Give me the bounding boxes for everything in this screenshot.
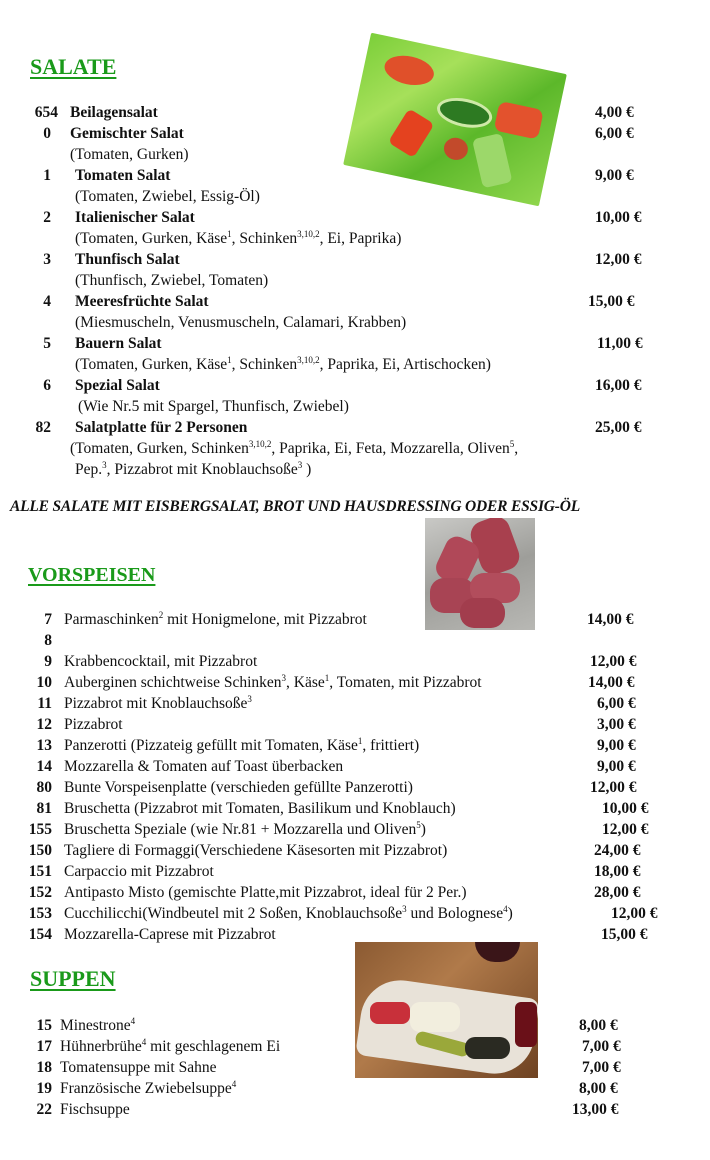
menu-item	[0, 249, 710, 270]
menu-item	[0, 102, 710, 123]
menu-item	[0, 735, 710, 756]
item-price: 28,00 €	[594, 884, 641, 901]
menu-item	[0, 1057, 710, 1078]
menu-item	[0, 756, 710, 777]
item-price: 3,00 €	[597, 716, 636, 733]
item-name: Antipasto Misto (gemischte Platte,mit Pizzabrot, ideal für 2 Per.)	[64, 884, 467, 901]
item-price: 16,00 €	[595, 377, 642, 394]
menu-item	[0, 714, 710, 735]
item-price: 7,00 €	[582, 1038, 621, 1055]
item-name: Cucchilicchi(Windbeutel mit 2 Soßen, Knoblauchsoße$^3$ und Bolognese$^4$)	[64, 904, 513, 922]
menu-item	[0, 207, 710, 228]
item-name: Bruschetta Speziale (wie Nr.81 + Mozzarella und Oliven$^5$)	[64, 820, 426, 838]
item-name: Gemischter Salat	[70, 125, 184, 142]
item-name: Carpaccio mit Pizzabrot	[64, 863, 214, 880]
menu-item	[0, 840, 710, 861]
item-name: Bruschetta (Pizzabrot mit Tomaten, Basilikum und Knoblauch)	[64, 800, 456, 817]
item-number: 8	[44, 632, 52, 649]
menu-item	[0, 693, 710, 714]
item-name: Panzerotti (Pizzateig gefüllt mit Tomaten, Käse$^1$, frittiert)	[64, 736, 420, 754]
item-number: 152	[28, 884, 52, 901]
section-title-salate: SALATE	[30, 54, 117, 79]
menu-item	[0, 777, 710, 798]
menu-item	[0, 417, 710, 438]
item-price: 10,00 €	[595, 209, 642, 226]
item-number: 9	[44, 653, 52, 670]
item-name: Tomatensuppe mit Sahne	[60, 1059, 217, 1076]
item-number: 81	[36, 800, 52, 817]
item-number: 18	[36, 1059, 52, 1076]
menu-item	[0, 333, 710, 354]
item-number: 80	[36, 779, 52, 796]
item-number: 3	[43, 251, 51, 268]
item-number: 13	[36, 737, 52, 754]
salate-note: ALLE SALATE MIT EISBERGSALAT, BROT UND HAUSDRESSING ODER ESSIG-ÖL	[10, 498, 580, 515]
item-price: 12,00 €	[590, 653, 637, 670]
item-name: Pizzabrot mit Knoblauchsoße$^3$	[64, 694, 252, 712]
item-description-cont: Pep.$^3$, Pizzabrot mit Knoblauchsoße$^3$ )	[75, 460, 312, 478]
item-name: Auberginen schichtweise Schinken$^3$, Käse$^1$, Tomaten, mit Pizzabrot	[64, 673, 482, 691]
item-description: (Miesmuscheln, Venusmuscheln, Calamari, Krabben)	[75, 314, 407, 331]
item-description: (Tomaten, Gurken)	[70, 146, 189, 163]
item-number: 11	[37, 695, 52, 712]
item-number: 2	[43, 209, 51, 226]
menu-item	[0, 882, 710, 903]
item-price: 9,00 €	[595, 167, 634, 184]
item-number: 14	[36, 758, 52, 775]
item-price: 6,00 €	[597, 695, 636, 712]
section-title-vorspeisen: VORSPEISEN	[28, 564, 156, 586]
menu-item	[0, 375, 710, 396]
menu-item	[0, 798, 710, 819]
item-number: 82	[35, 419, 51, 436]
item-name: Mozzarella-Caprese mit Pizzabrot	[64, 926, 276, 943]
item-number: 6	[43, 377, 51, 394]
item-price: 14,00 €	[588, 674, 635, 691]
item-name: Mozzarella & Tomaten auf Toast überbacken	[64, 758, 344, 775]
item-description: (Tomaten, Gurken, Schinken$^{3,10,2}$, Paprika, Ei, Feta, Mozzarella, Oliven$^5$,	[70, 439, 519, 457]
item-number: 155	[28, 821, 52, 838]
item-name: Meeresfrüchte Salat	[75, 293, 209, 310]
item-name: Tomaten Salat	[75, 167, 171, 184]
item-price: 12,00 €	[611, 905, 658, 922]
item-number: 7	[44, 611, 52, 628]
menu-item	[0, 672, 710, 693]
item-number: 12	[36, 716, 52, 733]
item-description: (Thunfisch, Zwiebel, Tomaten)	[75, 272, 269, 289]
menu-item	[0, 819, 710, 840]
item-price: 15,00 €	[601, 926, 648, 943]
item-price: 12,00 €	[595, 251, 642, 268]
item-number: 0	[43, 125, 51, 142]
menu-item	[0, 165, 710, 186]
item-price: 12,00 €	[602, 821, 649, 838]
item-description: (Tomaten, Gurken, Käse$^1$, Schinken$^{3,10,2}$, Ei, Paprika)	[75, 229, 402, 247]
menu-item	[0, 1099, 710, 1120]
item-number: 10	[36, 674, 52, 691]
item-name: Fischsuppe	[60, 1101, 130, 1118]
menu-item	[0, 123, 710, 144]
item-name: Hühnerbrühe$^4$ mit geschlagenem Ei	[60, 1037, 281, 1055]
item-name: Krabbencocktail, mit Pizzabrot	[64, 653, 258, 670]
item-price: 9,00 €	[597, 737, 636, 754]
item-name: Tagliere di Formaggi(Verschiedene Käsesorten mit Pizzabrot)	[64, 842, 448, 859]
item-price: 9,00 €	[597, 758, 636, 775]
item-price: 15,00 €	[588, 293, 635, 310]
item-number: 5	[43, 335, 51, 352]
item-number: 17	[36, 1038, 52, 1055]
menu-item	[0, 861, 710, 882]
item-number: 4	[43, 293, 51, 310]
item-number: 151	[28, 863, 52, 880]
item-name: Italienischer Salat	[75, 209, 195, 226]
item-name: Beilagensalat	[70, 104, 158, 121]
item-number: 654	[34, 104, 58, 121]
item-description: (Wie Nr.5 mit Spargel, Thunfisch, Zwiebel)	[78, 398, 349, 415]
item-name: Pizzabrot	[64, 716, 123, 733]
menu-item	[0, 903, 710, 924]
item-number: 1	[43, 167, 51, 184]
menu-item	[0, 609, 710, 630]
item-number: 150	[28, 842, 52, 859]
item-number: 19	[36, 1080, 52, 1097]
item-name: Salatplatte für 2 Personen	[75, 419, 248, 436]
item-price: 18,00 €	[594, 863, 641, 880]
item-name: Französische Zwiebelsuppe$^4$	[60, 1079, 237, 1097]
item-number: 153	[28, 905, 52, 922]
item-number: 15	[36, 1017, 52, 1034]
menu-item	[0, 291, 710, 312]
item-description: (Tomaten, Zwiebel, Essig-Öl)	[75, 188, 260, 205]
item-price: 8,00 €	[579, 1017, 618, 1034]
item-name: Minestrone$^4$	[60, 1016, 136, 1034]
item-price: 24,00 €	[594, 842, 641, 859]
menu-item	[0, 1036, 710, 1057]
item-price: 14,00 €	[587, 611, 634, 628]
menu-item	[0, 651, 710, 672]
item-description: (Tomaten, Gurken, Käse$^1$, Schinken$^{3,10,2}$, Paprika, Ei, Artischocken)	[75, 355, 491, 373]
item-name: Parmaschinken$^2$ mit Honigmelone, mit Pizzabrot	[64, 610, 367, 628]
item-price: 4,00 €	[595, 104, 634, 121]
item-price: 6,00 €	[595, 125, 634, 142]
section-title-suppen: SUPPEN	[30, 966, 116, 991]
item-name: Bauern Salat	[75, 335, 162, 352]
menu-item	[0, 630, 710, 651]
item-number: 22	[36, 1101, 52, 1118]
item-price: 12,00 €	[590, 779, 637, 796]
item-price: 25,00 €	[595, 419, 642, 436]
item-price: 13,00 €	[572, 1101, 619, 1118]
item-name: Bunte Vorspeisenplatte (verschieden gefüllte Panzerotti)	[64, 779, 413, 796]
item-name: Thunfisch Salat	[75, 251, 180, 268]
menu-item	[0, 1015, 710, 1036]
item-price: 7,00 €	[582, 1059, 621, 1076]
item-price: 8,00 €	[579, 1080, 618, 1097]
item-price: 11,00 €	[597, 335, 643, 352]
item-name: Spezial Salat	[75, 377, 160, 394]
item-price: 10,00 €	[602, 800, 649, 817]
item-number: 154	[28, 926, 52, 943]
menu-item	[0, 1078, 710, 1099]
